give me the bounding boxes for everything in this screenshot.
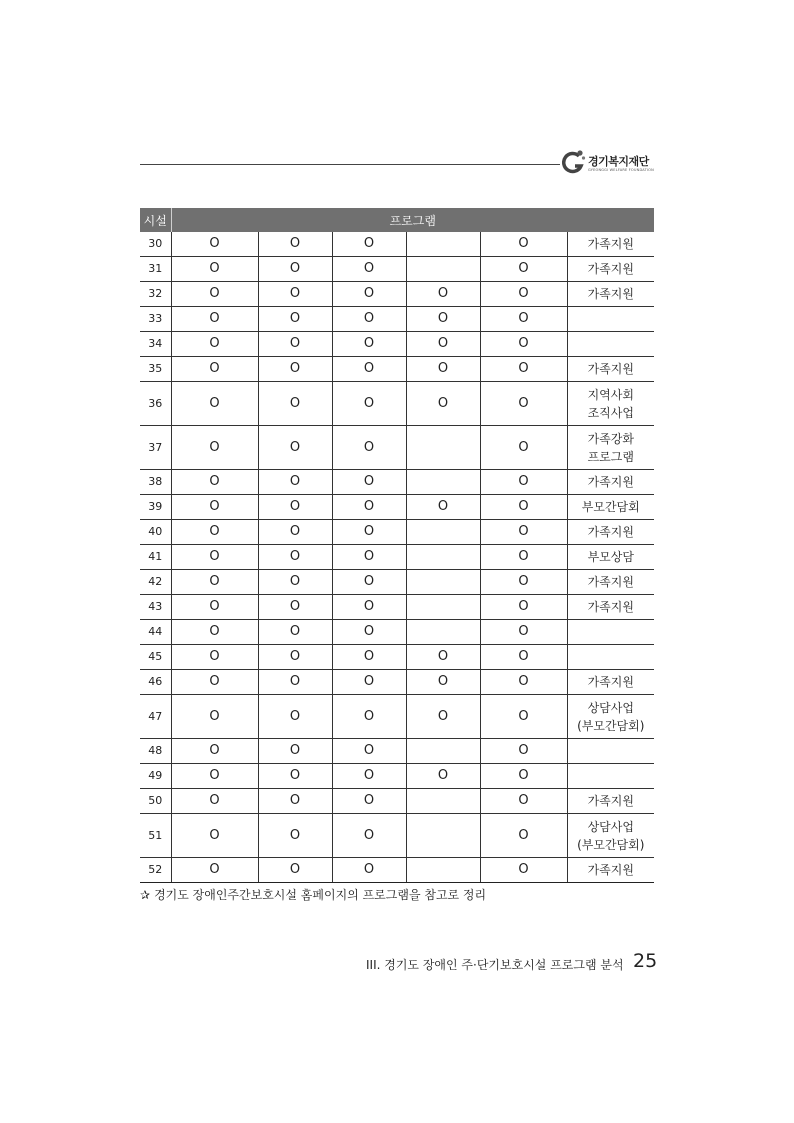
foundation-logo (562, 149, 662, 179)
table-header-row (140, 208, 654, 232)
program-mark-cell (406, 789, 480, 814)
program-mark-cell: O (480, 426, 567, 470)
program-mark-cell: O (332, 570, 406, 595)
program-mark-cell (406, 739, 480, 764)
program-mark-cell: O (332, 232, 406, 257)
program-mark-cell: O (171, 789, 258, 814)
facility-number-cell: 42 (140, 570, 171, 595)
table-row (140, 307, 654, 332)
program-mark-cell: O (171, 520, 258, 545)
program-mark-cell: O (332, 645, 406, 670)
program-mark-cell: O (171, 470, 258, 495)
program-mark-cell: O (258, 382, 332, 426)
program-mark-cell: O (258, 282, 332, 307)
note-line: 가족지원 (587, 575, 634, 589)
note-cell (567, 858, 654, 883)
facility-number-cell: 37 (140, 426, 171, 470)
program-mark-cell: O (171, 764, 258, 789)
program-mark-cell: O (171, 382, 258, 426)
program-mark-cell: O (406, 282, 480, 307)
table-row (140, 620, 654, 645)
program-mark-cell: O (258, 495, 332, 520)
facility-number-cell: 32 (140, 282, 171, 307)
program-mark-cell: O (480, 670, 567, 695)
note-line: 조직사업 (587, 405, 634, 420)
program-mark-cell: O (332, 545, 406, 570)
facility-number-cell: 50 (140, 789, 171, 814)
note-cell (567, 520, 654, 545)
program-mark-cell: O (171, 257, 258, 282)
facility-number-cell: 39 (140, 495, 171, 520)
note-cell (567, 382, 654, 426)
table-row (140, 332, 654, 357)
program-mark-cell: O (171, 814, 258, 858)
program-mark-cell: O (258, 814, 332, 858)
program-mark-cell: O (258, 307, 332, 332)
program-mark-cell: O (406, 382, 480, 426)
program-mark-cell: O (406, 645, 480, 670)
program-mark-cell: O (332, 789, 406, 814)
table-row (140, 282, 654, 307)
note-line: 부모상담 (587, 550, 634, 564)
note-cell (567, 570, 654, 595)
column-header-program: 프로그램 (171, 208, 654, 232)
program-mark-cell: O (332, 382, 406, 426)
program-mark-cell: O (332, 764, 406, 789)
note-cell (567, 764, 654, 789)
facility-number-cell: 48 (140, 739, 171, 764)
facility-number-cell: 45 (140, 645, 171, 670)
program-mark-cell: O (332, 595, 406, 620)
note-cell (567, 426, 654, 470)
program-mark-cell: O (332, 357, 406, 382)
program-mark-cell: O (258, 595, 332, 620)
note-cell (567, 545, 654, 570)
note-line: (부모간담회) (577, 718, 645, 733)
note-line: 가족지원 (587, 287, 634, 301)
note-line: 부모간담회 (581, 500, 640, 514)
note-cell (567, 232, 654, 257)
program-mark-cell: O (258, 645, 332, 670)
program-mark-cell: O (332, 739, 406, 764)
note-line: 가족지원 (587, 237, 634, 251)
program-mark-cell: O (480, 789, 567, 814)
logo-title: 경기복지재단 (588, 155, 649, 168)
program-mark-cell: O (480, 695, 567, 739)
program-mark-cell: O (480, 814, 567, 858)
foundation-logo-icon (562, 149, 586, 175)
program-mark-cell: O (332, 257, 406, 282)
table-row (140, 858, 654, 883)
star-icon: ✰ (140, 888, 151, 902)
program-mark-cell: O (406, 495, 480, 520)
program-mark-cell: O (258, 858, 332, 883)
note-cell (567, 595, 654, 620)
note-line: 가족지원 (587, 262, 634, 276)
program-mark-cell (406, 426, 480, 470)
table-row (140, 789, 654, 814)
note-cell (567, 695, 654, 739)
program-mark-cell: O (480, 232, 567, 257)
note-line: 가족지원 (587, 863, 634, 877)
note-cell (567, 282, 654, 307)
table-row (140, 357, 654, 382)
program-mark-cell: O (171, 620, 258, 645)
program-mark-cell: O (480, 570, 567, 595)
facility-number-cell: 44 (140, 620, 171, 645)
logo-subtitle: GYEONGGI WELFARE FOUNDATION (588, 168, 654, 172)
program-mark-cell: O (171, 232, 258, 257)
program-mark-cell (406, 470, 480, 495)
facility-number-cell: 36 (140, 382, 171, 426)
program-mark-cell: O (171, 357, 258, 382)
note-cell (567, 670, 654, 695)
running-footer: III. 경기도 장애인 주·단기보호시설 프로그램 분석 (366, 958, 624, 972)
program-mark-cell: O (258, 695, 332, 739)
program-mark-cell: O (171, 670, 258, 695)
facility-number-cell: 33 (140, 307, 171, 332)
note-line: 가족강화 (587, 431, 634, 446)
program-mark-cell: O (480, 645, 567, 670)
facility-number-cell: 40 (140, 520, 171, 545)
note-cell (567, 357, 654, 382)
table-row (140, 570, 654, 595)
table-row (140, 695, 654, 739)
note-cell (567, 789, 654, 814)
facility-number-cell: 52 (140, 858, 171, 883)
program-mark-cell: O (171, 739, 258, 764)
program-mark-cell: O (406, 670, 480, 695)
program-table (140, 208, 654, 883)
table-row (140, 814, 654, 858)
program-mark-cell: O (171, 495, 258, 520)
note-cell (567, 257, 654, 282)
program-mark-cell: O (480, 357, 567, 382)
program-mark-cell: O (480, 332, 567, 357)
facility-number-cell: 41 (140, 545, 171, 570)
program-mark-cell (406, 814, 480, 858)
note-line: 프로그램 (587, 449, 634, 464)
facility-number-cell: 35 (140, 357, 171, 382)
facility-number-cell: 30 (140, 232, 171, 257)
note-cell (567, 645, 654, 670)
program-mark-cell (406, 858, 480, 883)
program-mark-cell: O (332, 620, 406, 645)
program-mark-cell: O (332, 814, 406, 858)
program-mark-cell: O (258, 520, 332, 545)
note-line: 가족지원 (587, 600, 634, 614)
table-row (140, 520, 654, 545)
program-mark-cell: O (171, 426, 258, 470)
note-cell (567, 470, 654, 495)
program-mark-cell: O (406, 307, 480, 332)
program-mark-cell (406, 520, 480, 545)
program-mark-cell: O (332, 520, 406, 545)
note-line: (부모간담회) (577, 837, 645, 852)
program-mark-cell: O (332, 670, 406, 695)
table-row (140, 495, 654, 520)
program-mark-cell: O (171, 695, 258, 739)
program-mark-cell: O (480, 520, 567, 545)
table-row (140, 257, 654, 282)
table-body (140, 232, 654, 883)
note-cell (567, 307, 654, 332)
note-line: 가족지원 (587, 475, 634, 489)
program-mark-cell: O (258, 764, 332, 789)
program-mark-cell: O (480, 620, 567, 645)
page-number: 25 (633, 950, 658, 972)
program-mark-cell: O (332, 858, 406, 883)
program-mark-cell: O (480, 307, 567, 332)
program-mark-cell (406, 570, 480, 595)
note-cell (567, 495, 654, 520)
program-mark-cell: O (480, 545, 567, 570)
program-mark-cell: O (406, 357, 480, 382)
table-row (140, 595, 654, 620)
program-mark-cell: O (258, 357, 332, 382)
program-mark-cell: O (258, 620, 332, 645)
note-line: 상담사업 (587, 819, 634, 834)
program-mark-cell: O (480, 595, 567, 620)
program-mark-cell: O (171, 595, 258, 620)
program-mark-cell: O (332, 332, 406, 357)
table-row (140, 426, 654, 470)
note-cell (567, 620, 654, 645)
program-mark-cell: O (258, 332, 332, 357)
table-row (140, 739, 654, 764)
program-mark-cell: O (171, 545, 258, 570)
program-mark-cell: O (258, 257, 332, 282)
program-mark-cell: O (258, 739, 332, 764)
program-mark-cell: O (480, 382, 567, 426)
footnote-text: 경기도 장애인주간보호시설 홈페이지의 프로그램을 참고로 정리 (154, 888, 487, 902)
program-mark-cell (406, 620, 480, 645)
program-mark-cell: O (258, 426, 332, 470)
facility-number-cell: 46 (140, 670, 171, 695)
table-row (140, 764, 654, 789)
program-mark-cell: O (258, 670, 332, 695)
program-mark-cell: O (258, 570, 332, 595)
program-mark-cell: O (258, 232, 332, 257)
program-mark-cell (406, 595, 480, 620)
program-mark-cell: O (171, 645, 258, 670)
note-line: 상담사업 (587, 700, 634, 715)
facility-number-cell: 38 (140, 470, 171, 495)
program-mark-cell: O (171, 858, 258, 883)
program-mark-cell: O (332, 282, 406, 307)
table-row (140, 382, 654, 426)
program-mark-cell: O (480, 739, 567, 764)
program-mark-cell: O (258, 470, 332, 495)
program-mark-cell (406, 232, 480, 257)
table-row (140, 545, 654, 570)
table-row (140, 670, 654, 695)
facility-number-cell: 51 (140, 814, 171, 858)
program-mark-cell: O (332, 470, 406, 495)
program-mark-cell: O (171, 332, 258, 357)
note-line: 가족지원 (587, 525, 634, 539)
program-mark-cell: O (171, 282, 258, 307)
program-mark-cell: O (406, 332, 480, 357)
footnote (140, 886, 486, 903)
facility-number-cell: 47 (140, 695, 171, 739)
table-row (140, 645, 654, 670)
program-mark-cell: O (332, 426, 406, 470)
program-mark-cell: O (480, 858, 567, 883)
note-line: 지역사회 (587, 387, 634, 402)
table-row (140, 232, 654, 257)
program-mark-cell: O (332, 695, 406, 739)
table-row (140, 470, 654, 495)
program-mark-cell (406, 545, 480, 570)
program-mark-cell: O (480, 764, 567, 789)
program-mark-cell (406, 257, 480, 282)
header-rule (140, 164, 560, 165)
program-mark-cell: O (406, 695, 480, 739)
note-cell (567, 332, 654, 357)
facility-number-cell: 49 (140, 764, 171, 789)
program-mark-cell: O (480, 257, 567, 282)
program-mark-cell: O (332, 307, 406, 332)
program-mark-cell: O (171, 570, 258, 595)
note-line: 가족지원 (587, 794, 634, 808)
facility-number-cell: 31 (140, 257, 171, 282)
note-line: 가족지원 (587, 675, 634, 689)
program-mark-cell: O (480, 495, 567, 520)
note-cell (567, 739, 654, 764)
program-mark-cell: O (332, 495, 406, 520)
program-mark-cell: O (480, 282, 567, 307)
column-header-facility: 시설 (140, 208, 171, 232)
program-mark-cell: O (258, 545, 332, 570)
program-mark-cell: O (406, 764, 480, 789)
facility-number-cell: 34 (140, 332, 171, 357)
note-cell (567, 814, 654, 858)
program-mark-cell: O (480, 470, 567, 495)
program-mark-cell: O (258, 789, 332, 814)
program-mark-cell: O (171, 307, 258, 332)
facility-number-cell: 43 (140, 595, 171, 620)
note-line: 가족지원 (587, 362, 634, 376)
